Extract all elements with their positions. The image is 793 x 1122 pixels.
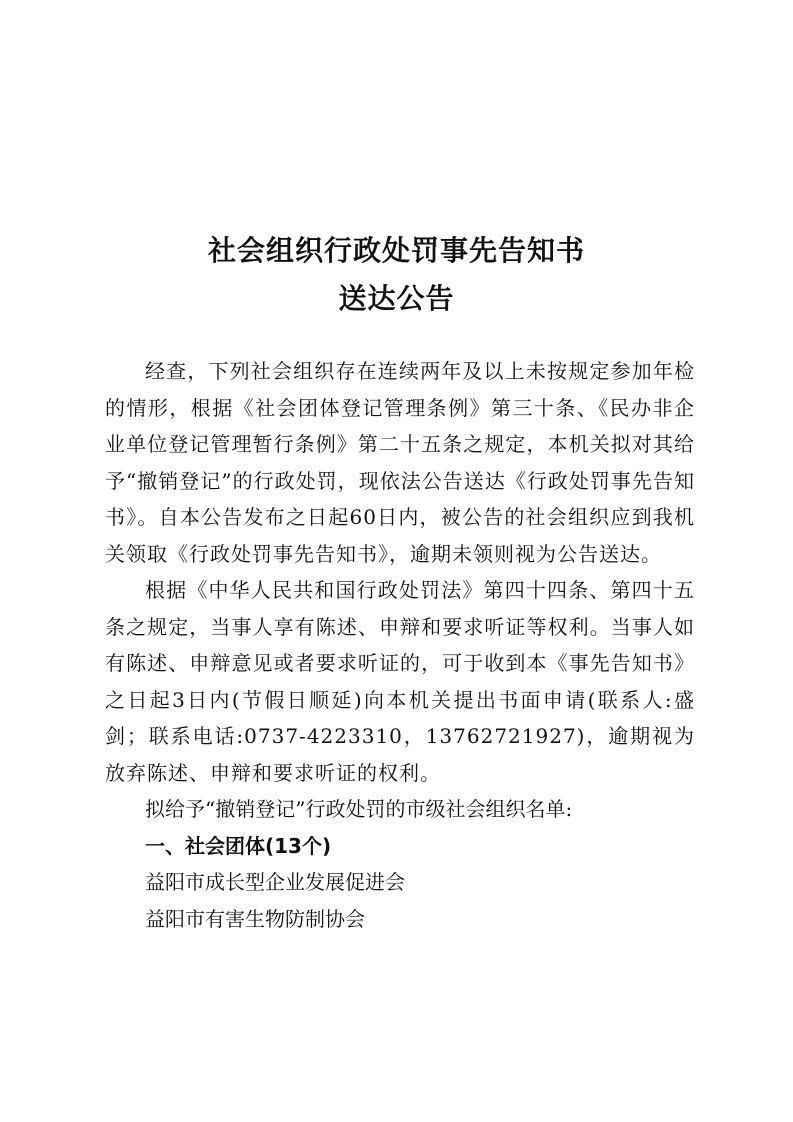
organization-item: 益阳市有害生物防制协会 bbox=[145, 906, 365, 931]
paragraph-notice: 经查，下列社会组织存在连续两年及以上未按规定参加年检的情形，根据《社会团体登记管理条例》第三十条、《民办非企业单位登记管理暂行条例》第二十五条之规定，本机关拟对其给予“撤销登记”的行政处罚，现依法公告送达《行政处罚事先告知书》。自本公告发布之日起60日内，被公告的社会组织应到我机关领取《行政处罚事先告知书》，逾期未领则视为公告送达。 bbox=[105, 359, 695, 566]
document-subtitle: 送达公告 bbox=[338, 282, 455, 315]
section-heading: 一、社会团体(13个) bbox=[145, 833, 332, 858]
organization-item: 益阳市成长型企业发展促进会 bbox=[145, 870, 405, 894]
document-title: 社会组织行政处罚事先告知书 bbox=[207, 234, 585, 267]
paragraph-rights: 根据《中华人民共和国行政处罚法》第四十四条、第四十五条之规定，当事人享有陈述、申辩和要求听证等权利。当事人如有陈述、申辩意见或者要求听证的，可于收到本《事先告知书》之日起3日内(节假日顺延)向本机关提出书面申请(联系人:盛剑；联系电话:0737-4223310，13762721927)，逾期视为放弃陈述、申辩和要求听证的权利。 bbox=[105, 578, 695, 785]
list-intro: 拟给予“撤销登记”行政处罚的市级社会组织名单: bbox=[145, 797, 573, 821]
document-body bbox=[105, 353, 695, 937]
